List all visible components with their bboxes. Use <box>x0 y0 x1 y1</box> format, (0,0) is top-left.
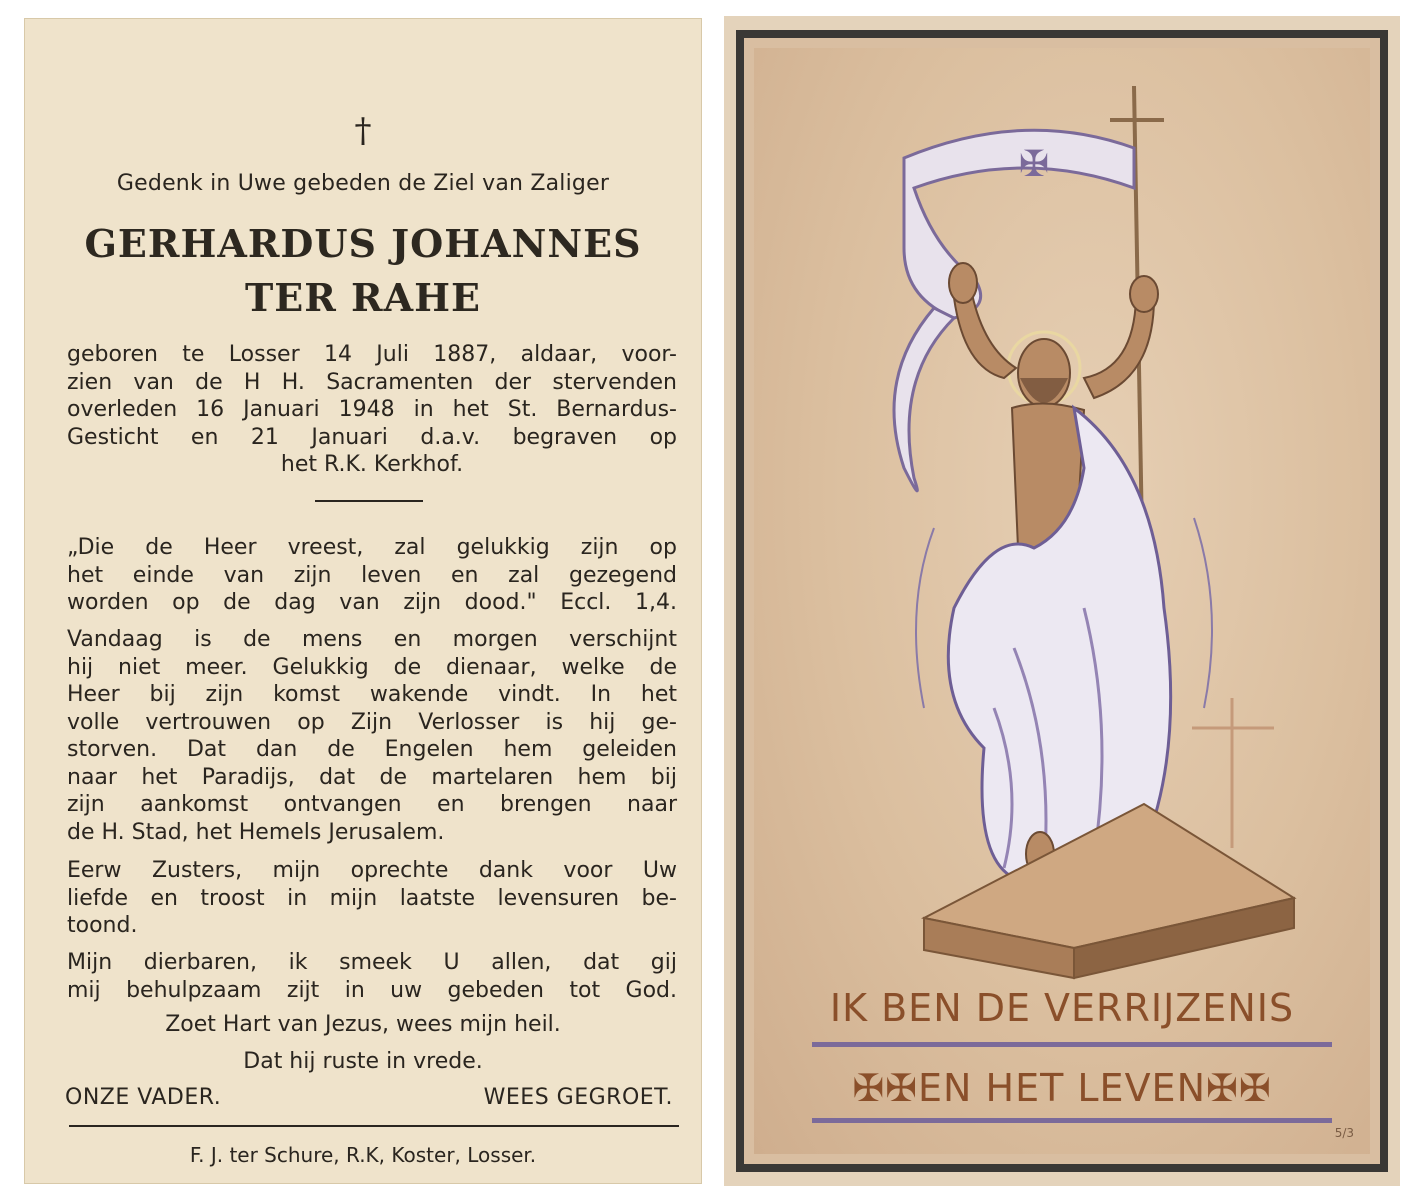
divider <box>315 500 423 502</box>
rest-in-peace-line: Dat hij ruste in vrede. <box>243 1049 483 1074</box>
deceased-name-line1: GERHARDUS JOHANNES <box>84 221 642 266</box>
text-line: overleden 16 Januari 1948 in het St. Bernardus- <box>67 397 677 422</box>
paragraph-vandaag <box>67 626 677 846</box>
printer-credit: F. J. ter Schure, R.K, Koster, Losser. <box>189 1143 537 1167</box>
purple-divider <box>812 1118 1332 1123</box>
prayer-onze-vader: ONZE VADER. <box>65 1085 222 1110</box>
text-line: het R.K. Kerkhof. <box>280 452 464 477</box>
text-line: de H. Stad, het Hemels Jerusalem. <box>67 819 445 845</box>
text-line: hij niet meer. Gelukkig de dienaar, welke de <box>67 654 677 680</box>
card-number: 5/3 <box>1334 1126 1354 1140</box>
cross-icon: † <box>354 111 372 151</box>
text-line: liefde en troost in mijn laatste levensuren be- <box>67 885 677 911</box>
text-line: het einde van zijn leven en zal gezegend <box>67 562 677 588</box>
black-frame <box>736 30 1388 1172</box>
memorial-image-card <box>724 16 1400 1186</box>
text-line: „Die de Heer vreest, zal gelukkig zijn op <box>67 535 677 560</box>
text-line: Heer bij zijn komst wakende vindt. In het <box>67 682 677 707</box>
text-line: Mijn dierbaren, ik smeek U allen, dat gij <box>67 950 677 975</box>
caption-line1: IK BEN DE VERRIJZENIS <box>829 986 1295 1030</box>
text-line: Gesticht en 21 Januari d.a.v. begraven op <box>67 424 677 450</box>
text-line: mij behulpzaam zijt in uw gebeden tot God. <box>67 977 677 1003</box>
text-line: naar het Paradijs, dat de martelaren hem bij <box>67 764 677 790</box>
caption-line2: ✠✠EN HET LEVEN✠✠ <box>852 1066 1272 1110</box>
svg-text:✠: ✠ <box>1018 144 1050 185</box>
paragraph-dierbaren <box>67 949 677 1004</box>
paragraph-zusters <box>67 857 677 940</box>
memorial-text-card <box>24 18 702 1184</box>
prayer-wees-gegroet: WEES GEGROET. <box>483 1085 673 1110</box>
text-line: toond. <box>67 913 138 938</box>
text-line: Vandaag is de mens en morgen verschijnt <box>67 627 677 652</box>
text-line: worden op de dag van zijn dood." Eccl. 1,4. <box>67 590 677 615</box>
invocation-line: Zoet Hart van Jezus, wees mijn heil. <box>165 1012 561 1037</box>
text-line: storven. Dat dan de Engelen hem geleiden <box>67 737 677 762</box>
purple-divider <box>812 1042 1332 1047</box>
text-line: zien van de H H. Sacramenten der stervenden <box>67 369 677 395</box>
text-line: geboren te Losser 14 Juli 1887, aldaar, voor- <box>67 342 677 367</box>
scripture-quote <box>67 534 677 617</box>
text-line: Eerw Zusters, mijn oprechte dank voor Uw <box>67 858 677 883</box>
intro-line: Gedenk in Uwe gebeden de Ziel van Zaliger <box>116 171 610 196</box>
text-line: zijn aankomst ontvangen en brengen naar <box>67 792 677 817</box>
divider <box>69 1125 679 1127</box>
image-area <box>754 48 1370 1154</box>
birth-death-details <box>67 341 677 479</box>
deceased-name-line2: TER RAHE <box>245 275 481 320</box>
text-line: volle vertrouwen op Zijn Verlosser is hij ge- <box>67 709 677 735</box>
